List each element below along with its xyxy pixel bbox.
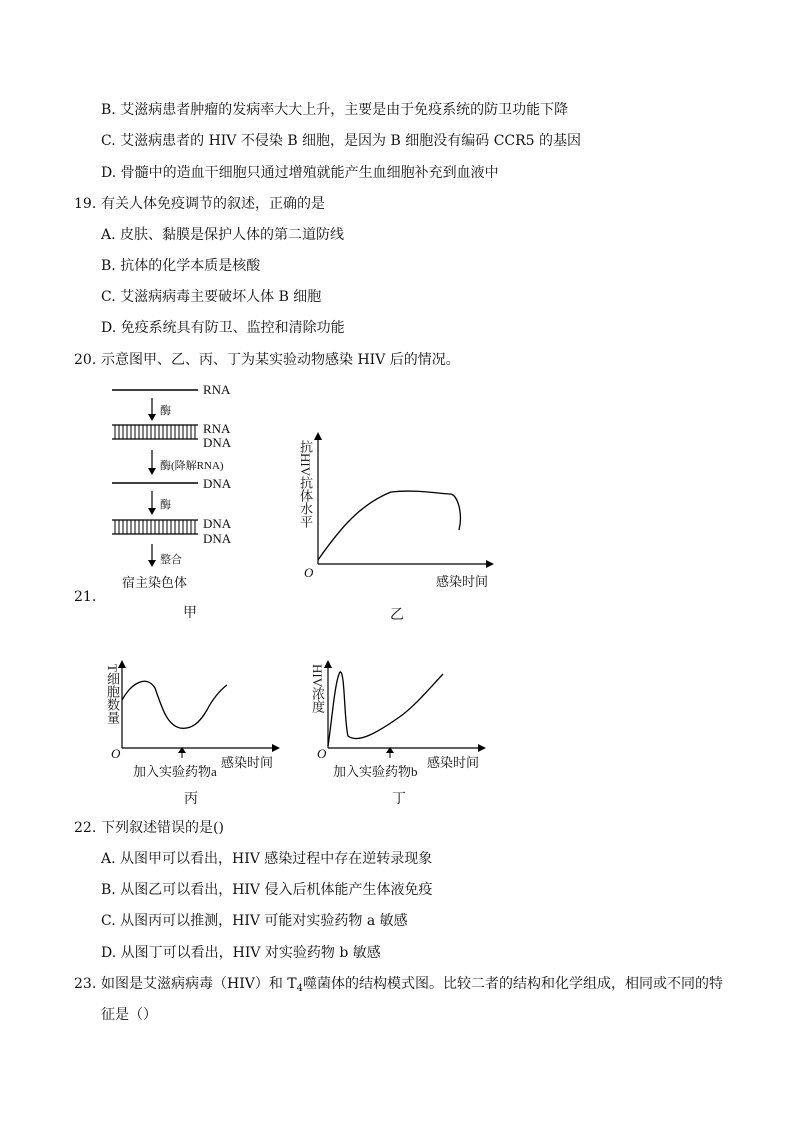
jia-label-dna-4: DNA	[203, 531, 232, 546]
figure-bing-chart	[112, 660, 282, 760]
q22-stem: 下列叙述错误的是()	[101, 820, 224, 836]
jia-label-enzyme-2: 酶(降解RNA)	[160, 460, 224, 472]
figure-ding-caption: 丁	[392, 791, 406, 807]
q18-option-d: D. 骨髓中的造血干细胞只通过增殖就能产生血细胞补充到血液中	[101, 165, 499, 181]
yi-origin: O	[304, 565, 314, 580]
ding-xlabel: 感染时间	[427, 755, 480, 770]
jia-label-dna-1: DNA	[203, 435, 232, 450]
ding-annotation: 加入实验药物b	[333, 764, 418, 779]
yi-ylabel: 抗HIV抗体水平	[298, 440, 313, 529]
q22-option-d: D. 从图丁可以看出，HIV 对实验药物 b 敏感	[101, 945, 381, 961]
bing-origin: O	[111, 746, 121, 761]
yi-antibody-curve	[318, 491, 460, 560]
q23-stem-part1: 如图是艾滋病病毒（HIV）和 T	[101, 976, 297, 992]
q21-number: 21.	[74, 589, 97, 605]
figure-bing-caption: 丙	[184, 791, 198, 807]
q22-option-a: A. 从图甲可以看出，HIV 感染过程中存在逆转录现象	[101, 851, 433, 867]
figure-ding-chart	[318, 660, 488, 760]
q23-stem-part2: 噬菌体的结构模式图。比较二者的结构和化学组成，相同或不同的特	[303, 976, 724, 992]
bing-ylabel: T细胞数量	[105, 664, 120, 724]
jia-label-enzyme-3: 酶	[160, 499, 171, 511]
q19-stem: 有关人体免疫调节的叙述，正确的是	[101, 196, 325, 212]
q23-number: 23.	[74, 976, 97, 992]
q19-option-b: B. 抗体的化学本质是核酸	[101, 258, 261, 274]
jia-label-integrate: 整合	[160, 554, 182, 566]
yi-xlabel: 感染时间	[436, 574, 489, 589]
q19-option-a: A. 皮肤、黏膜是保护人体的第二道防线	[101, 227, 345, 243]
jia-label-dna-2: DNA	[203, 476, 232, 491]
bing-tcell-curve	[122, 681, 227, 728]
q23-stem	[101, 974, 723, 999]
q23-stem-subscript: 4	[296, 983, 304, 994]
q19-option-d: D. 免疫系统具有防卫、监控和清除功能	[101, 320, 345, 336]
ding-ylabel: HIV浓度	[310, 664, 325, 714]
figure-jia-caption: 甲	[183, 605, 197, 621]
ding-hiv-curve	[328, 672, 443, 746]
ding-origin: O	[317, 746, 327, 761]
jia-label-dna-3: DNA	[203, 516, 232, 531]
q23-stem-line2: 征是（）	[101, 1007, 157, 1023]
figure-yi-caption: 乙	[390, 607, 404, 623]
q18-option-c: C. 艾滋病患者的 HIV 不侵染 B 细胞，是因为 B 细胞没有编码 CCR5 的基因	[101, 133, 582, 149]
bing-xlabel: 感染时间	[221, 755, 274, 770]
q22-option-c: C. 从图丙可以推测，HIV 可能对实验药物 a 敏感	[101, 913, 408, 929]
q18-option-b: B. 艾滋病患者肿瘤的发病率大大上升，主要是由于免疫系统的防卫功能下降	[101, 102, 569, 118]
q22-number: 22.	[74, 820, 97, 836]
q22-option-b: B. 从图乙可以看出，HIV 侵入后机体能产生体液免疫	[101, 882, 433, 898]
jia-label-enzyme-1: 酶	[160, 405, 171, 417]
bing-annotation: 加入实验药物a	[133, 764, 217, 779]
jia-label-rna: RNA	[203, 382, 231, 397]
q20-number: 20.	[74, 352, 97, 368]
q20-stem: 示意图甲、乙、丙、丁为某实验动物感染 HIV 后的情况。	[101, 352, 460, 368]
q19-option-c: C. 艾滋病病毒主要破坏人体 B 细胞	[101, 289, 322, 305]
jia-label-host-chromosome: 宿主染色体	[122, 575, 188, 590]
figure-yi-chart	[296, 432, 496, 572]
q19-number: 19.	[74, 196, 97, 212]
jia-label-rna-2: RNA	[203, 421, 231, 436]
